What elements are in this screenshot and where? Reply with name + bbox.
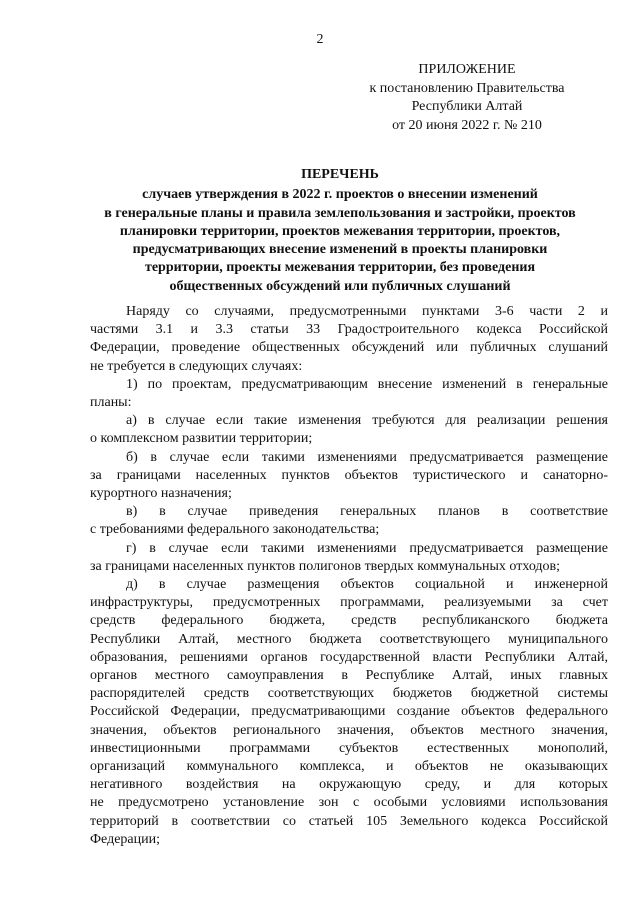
body-paragraph [90, 412, 608, 448]
paragraph-line: значения, объектов регионального значения, объектов местного значения, [90, 722, 608, 738]
body-paragraph [90, 376, 608, 412]
paragraph-line: негативного воздействия на окружающую среду, и для которых [90, 777, 608, 793]
body-paragraph [90, 503, 608, 539]
paragraph-line: инфраструктуры, предусмотренных программами, реализуемыми за счет [90, 595, 608, 611]
paragraph-line: организаций коммунального комплекса, и объектов не оказывающих [90, 759, 608, 775]
appendix-block [342, 61, 592, 135]
heading-line: общественных обсуждений или публичных слушаний [169, 278, 511, 294]
document-body [90, 303, 608, 849]
paragraph-line: органов местного самоуправления в Республике Алтай, иных главных [90, 668, 608, 684]
paragraph-line: Наряду со случаями, предусмотренными пунктами 3-6 части 2 и [126, 304, 608, 319]
paragraph-line: не предусмотрено установление зон с особыми условиями использования [90, 795, 608, 811]
document-heading [60, 166, 620, 296]
paragraph-line: г) в случае если такими изменениями предусматривается размещение [126, 540, 608, 556]
appendix-title: ПРИЛОЖЕНИЕ [418, 62, 516, 77]
paragraph-line: в) в случае приведения генеральных планов в соответствие [126, 504, 608, 520]
paragraph-line: средств федерального бюджета, средств республиканского бюджета [90, 613, 608, 629]
paragraph-line: 1) по проектам, предусматривающим внесение изменений в генеральные [126, 376, 608, 392]
paragraph-line: б) в случае если такими изменениями предусматривается размещение [126, 449, 608, 465]
paragraph-line: Республики Алтай, местного бюджета соответствующего муниципального [90, 631, 608, 647]
appendix-line: к постановлению Правительства [369, 80, 565, 96]
body-paragraph [90, 540, 608, 576]
heading-line: в генеральные планы и правила землепользования и застройки, проектов [104, 205, 576, 221]
heading-title: ПЕРЕЧЕНЬ [301, 167, 379, 182]
paragraph-line: о комплексном развитии территории; [90, 431, 313, 447]
paragraph-line: инвестиционными программами субъектов естественных монополий, [90, 740, 608, 756]
heading-line: случаев утверждения в 2022 г. проектов о внесении изменений [142, 187, 538, 203]
heading-line: территории, проекты межевания территории, без проведения [144, 260, 536, 276]
paragraph-line: распорядителей средств соответствующих бюджетов бюджетной системы [90, 686, 608, 702]
page-number: 2 [316, 32, 324, 47]
paragraph-line: Федерации, проведение общественных обсуждений или публичных слушаний [90, 340, 608, 356]
paragraph-line: д) в случае размещения объектов социальной и инженерной [126, 577, 608, 593]
paragraph-line: Российской Федерации, предусматривающими создание объектов федерального [90, 704, 608, 720]
heading-line: предусматривающих внесение изменений в проекты планировки [132, 242, 548, 258]
body-paragraph [90, 449, 608, 504]
paragraph-line: а) в случае если такие изменения требуются для реализации решения [126, 413, 608, 429]
paragraph-line: планы: [90, 395, 132, 411]
paragraph-line: образования, решениями органов государственной власти Республики Алтай, [90, 649, 608, 665]
paragraph-line: за границами населенных пунктов объектов туристического и санаторно- [90, 467, 608, 483]
paragraph-line: курортного назначения; [90, 486, 232, 502]
body-paragraph [90, 303, 608, 376]
paragraph-line: частями 3.1 и 3.3 статьи 33 Градостроительного кодекса Российской [90, 322, 608, 338]
appendix-line: Республики Алтай [411, 99, 523, 114]
paragraph-line: не требуется в следующих случаях: [90, 358, 303, 374]
paragraph-line: территорий в соответствии со статьей 105 Земельного кодекса Российской [90, 813, 608, 829]
paragraph-line: с требованиями федерального законодательства; [90, 522, 380, 538]
body-paragraph [90, 576, 608, 849]
heading-line: планировки территории, проектов межевания территории, проектов, [119, 223, 561, 239]
paragraph-line: Федерации; [90, 831, 161, 847]
appendix-line: от 20 июня 2022 г. № 210 [392, 117, 542, 133]
paragraph-line: за границами населенных пунктов полигонов твердых коммунальных отходов; [90, 558, 561, 574]
